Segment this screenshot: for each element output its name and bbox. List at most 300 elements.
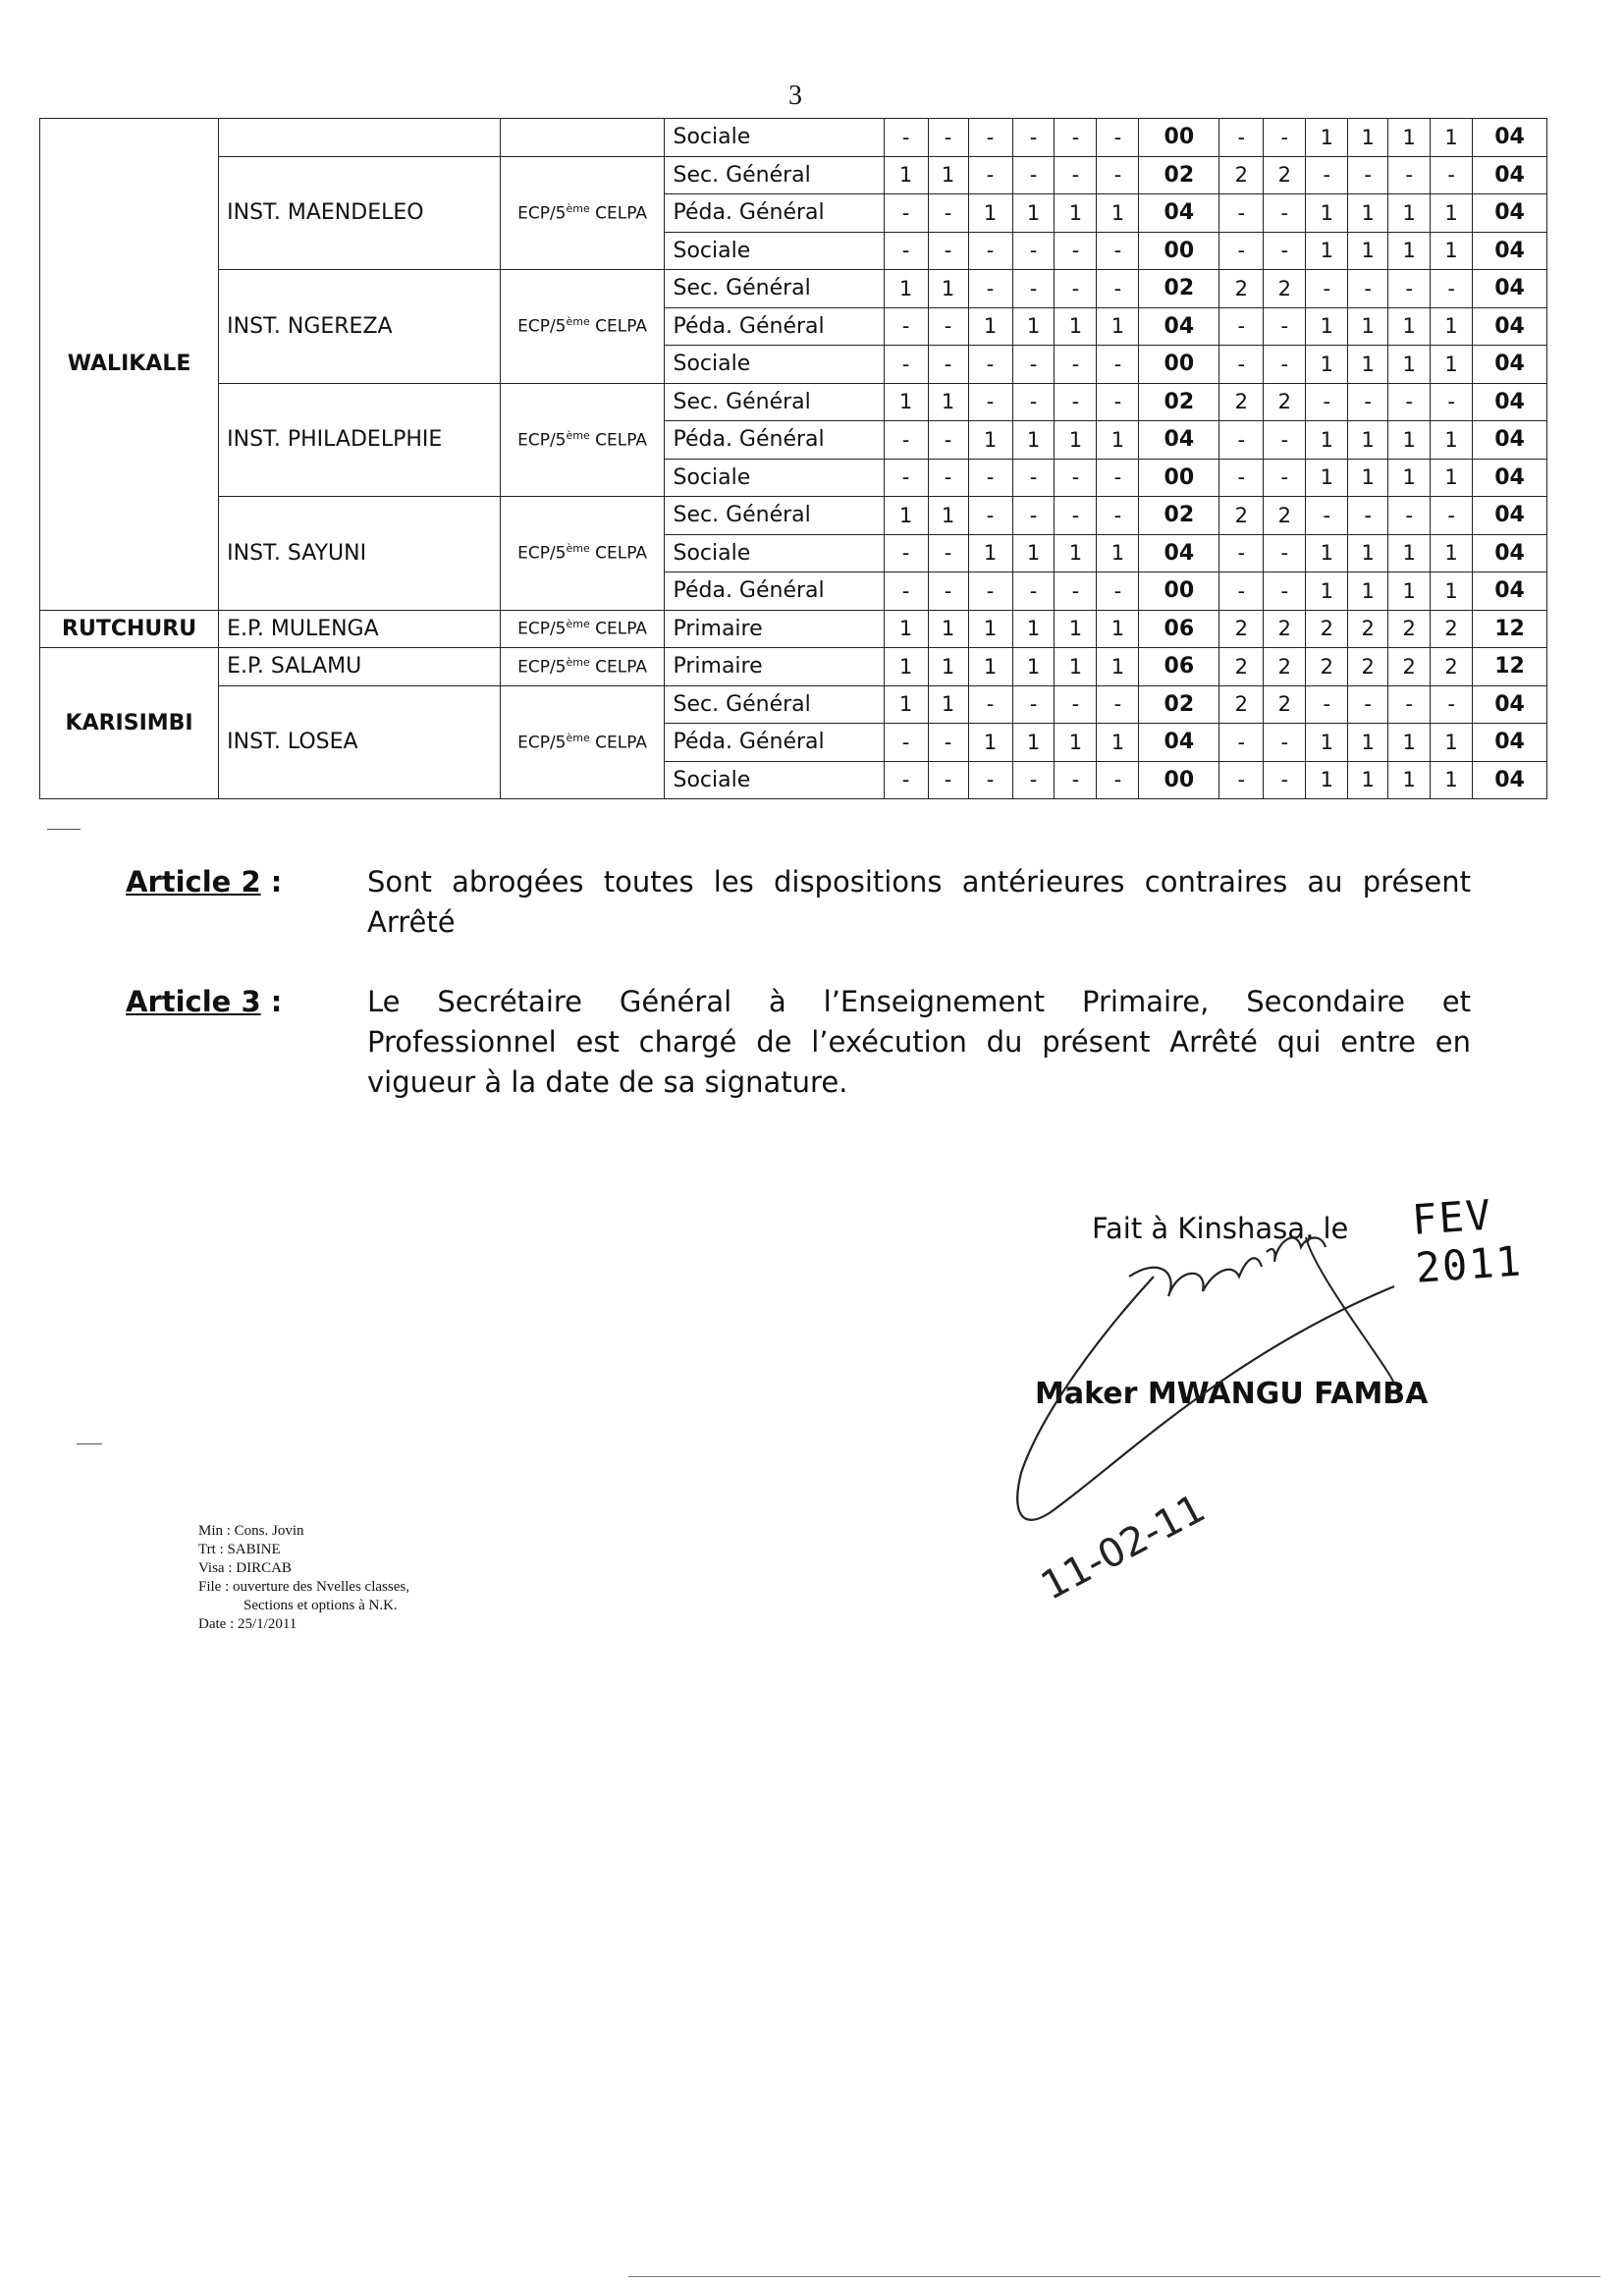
section-cell: Sociale xyxy=(665,232,884,270)
class-count-cell: 1 xyxy=(1306,534,1348,572)
class-count-cell: 1 xyxy=(1306,194,1348,233)
class-count-cell: - xyxy=(1219,307,1264,346)
class-count-cell: 1 xyxy=(1097,724,1139,762)
class-count-cell: 1 xyxy=(1388,534,1431,572)
class-count-cell: - xyxy=(1219,459,1264,497)
total-cell: 12 xyxy=(1473,610,1547,648)
class-count-cell: - xyxy=(1097,270,1139,308)
total-cell: 06 xyxy=(1139,648,1219,686)
total-cell: 04 xyxy=(1473,307,1547,346)
class-count-cell: 1 xyxy=(1306,572,1348,611)
total-cell: 02 xyxy=(1139,383,1219,421)
class-count-cell: 1 xyxy=(928,685,968,724)
section-cell: Sec. Général xyxy=(665,156,884,194)
class-count-cell: - xyxy=(1097,685,1139,724)
type-cell: ECP/5ème CELPA xyxy=(500,648,665,686)
class-count-cell: - xyxy=(1097,383,1139,421)
total-cell: 00 xyxy=(1139,761,1219,799)
class-count-cell: - xyxy=(1055,685,1097,724)
total-cell: 04 xyxy=(1473,497,1547,535)
class-count-cell: 2 xyxy=(1431,610,1473,648)
class-count-cell: 1 xyxy=(1388,724,1431,762)
class-count-cell: 1 xyxy=(1431,119,1473,157)
class-count-cell: - xyxy=(968,232,1012,270)
class-count-cell: - xyxy=(1306,383,1348,421)
class-count-cell: - xyxy=(884,459,928,497)
total-cell: 00 xyxy=(1139,572,1219,611)
class-count-cell: 1 xyxy=(1431,307,1473,346)
class-count-cell: 1 xyxy=(1348,761,1388,799)
class-count-cell: - xyxy=(1348,685,1388,724)
class-count-cell: 2 xyxy=(1348,648,1388,686)
class-count-cell: - xyxy=(1219,421,1264,460)
class-count-cell: - xyxy=(1306,497,1348,535)
type-cell: ECP/5ème CELPA xyxy=(500,270,665,384)
class-count-cell: - xyxy=(1097,119,1139,157)
article-3-label: Article 3 : xyxy=(126,985,283,1018)
reference-line: File : ouverture des Nvelles classes, xyxy=(198,1579,409,1595)
allocation-table xyxy=(39,118,1547,799)
class-count-cell: - xyxy=(968,346,1012,384)
class-count-cell: 1 xyxy=(1348,724,1388,762)
class-count-cell: 1 xyxy=(1388,761,1431,799)
class-count-cell: 1 xyxy=(1306,307,1348,346)
class-count-cell: 1 xyxy=(1055,421,1097,460)
class-count-cell: 1 xyxy=(884,648,928,686)
class-count-cell: 2 xyxy=(1348,610,1388,648)
section-cell: Sociale xyxy=(665,346,884,384)
scan-edge xyxy=(628,2276,1600,2277)
class-count-cell: 2 xyxy=(1219,156,1264,194)
class-count-cell: 1 xyxy=(1388,119,1431,157)
type-cell: ECP/5ème CELPA xyxy=(500,610,665,648)
total-cell: 04 xyxy=(1473,724,1547,762)
table-row xyxy=(40,119,1547,157)
class-count-cell: 1 xyxy=(928,156,968,194)
class-count-cell: 1 xyxy=(1012,421,1055,460)
section-cell: Sec. Général xyxy=(665,383,884,421)
zone-cell: KARISIMBI xyxy=(40,648,219,799)
place-of-signature: Fait à Kinshasa, le xyxy=(1092,1212,1349,1245)
class-count-cell: 1 xyxy=(1306,119,1348,157)
scan-mark xyxy=(77,1443,102,1444)
class-count-cell: 1 xyxy=(1348,346,1388,384)
class-count-cell: - xyxy=(1388,156,1431,194)
class-count-cell: 2 xyxy=(1388,648,1431,686)
class-count-cell: 1 xyxy=(1388,459,1431,497)
class-count-cell: 2 xyxy=(1219,648,1264,686)
section-cell: Sociale xyxy=(665,459,884,497)
class-count-cell: 1 xyxy=(1055,534,1097,572)
class-count-cell: - xyxy=(1264,534,1306,572)
class-count-cell: 1 xyxy=(1431,761,1473,799)
class-count-cell: - xyxy=(1306,270,1348,308)
class-count-cell: 1 xyxy=(928,648,968,686)
total-cell: 04 xyxy=(1473,346,1547,384)
class-count-cell: 1 xyxy=(1012,648,1055,686)
type-cell xyxy=(500,119,665,157)
establishment-cell: INST. SAYUNI xyxy=(219,497,501,611)
class-count-cell: 1 xyxy=(884,383,928,421)
class-count-cell: 1 xyxy=(1306,346,1348,384)
total-cell: 00 xyxy=(1139,346,1219,384)
class-count-cell: - xyxy=(884,346,928,384)
total-cell: 04 xyxy=(1139,307,1219,346)
class-count-cell: 1 xyxy=(968,307,1012,346)
class-count-cell: 1 xyxy=(1306,459,1348,497)
class-count-cell: 1 xyxy=(1012,534,1055,572)
class-count-cell: - xyxy=(1264,421,1306,460)
total-cell: 04 xyxy=(1473,459,1547,497)
class-count-cell: 1 xyxy=(1306,724,1348,762)
class-count-cell: - xyxy=(1219,194,1264,233)
class-count-cell: - xyxy=(1264,194,1306,233)
handwritten-date: 11-02-11 xyxy=(1034,1485,1214,1609)
type-cell: ECP/5ème CELPA xyxy=(500,383,665,497)
class-count-cell: - xyxy=(968,761,1012,799)
establishment-cell: E.P. SALAMU xyxy=(219,648,501,686)
establishment-cell: INST. NGEREZA xyxy=(219,270,501,384)
class-count-cell: - xyxy=(1219,119,1264,157)
class-count-cell: - xyxy=(1219,724,1264,762)
class-count-cell: - xyxy=(968,270,1012,308)
class-count-cell: 1 xyxy=(1012,307,1055,346)
total-cell: 04 xyxy=(1139,421,1219,460)
class-count-cell: - xyxy=(1219,572,1264,611)
class-count-cell: 1 xyxy=(1097,610,1139,648)
class-count-cell: - xyxy=(928,459,968,497)
class-count-cell: - xyxy=(928,119,968,157)
section-cell: Péda. Général xyxy=(665,194,884,233)
class-count-cell: - xyxy=(1388,497,1431,535)
class-count-cell: - xyxy=(1219,346,1264,384)
section-cell: Primaire xyxy=(665,648,884,686)
class-count-cell: 1 xyxy=(1431,459,1473,497)
class-count-cell: 2 xyxy=(1219,685,1264,724)
class-count-cell: - xyxy=(1055,346,1097,384)
class-count-cell: 2 xyxy=(1264,648,1306,686)
table-row xyxy=(40,156,1547,194)
class-count-cell: - xyxy=(1097,497,1139,535)
class-count-cell: - xyxy=(884,232,928,270)
class-count-cell: 1 xyxy=(1348,307,1388,346)
class-count-cell: 2 xyxy=(1264,497,1306,535)
class-count-cell: - xyxy=(928,761,968,799)
total-cell: 04 xyxy=(1139,724,1219,762)
total-cell: 04 xyxy=(1139,534,1219,572)
total-cell: 02 xyxy=(1139,270,1219,308)
section-cell: Péda. Général xyxy=(665,572,884,611)
section-cell: Péda. Général xyxy=(665,307,884,346)
class-count-cell: - xyxy=(1055,761,1097,799)
class-count-cell: 2 xyxy=(1264,156,1306,194)
class-count-cell: - xyxy=(968,685,1012,724)
class-count-cell: - xyxy=(1055,232,1097,270)
type-cell: ECP/5ème CELPA xyxy=(500,685,665,799)
class-count-cell: - xyxy=(1264,346,1306,384)
class-count-cell: 1 xyxy=(1348,232,1388,270)
total-cell: 04 xyxy=(1473,270,1547,308)
class-count-cell: - xyxy=(1097,761,1139,799)
class-count-cell: 1 xyxy=(928,270,968,308)
class-count-cell: 2 xyxy=(1264,610,1306,648)
class-count-cell: 1 xyxy=(1388,346,1431,384)
date-stamp: FEV 2011 xyxy=(1410,1190,1525,1292)
class-count-cell: - xyxy=(1219,534,1264,572)
class-count-cell: - xyxy=(1055,383,1097,421)
class-count-cell: 2 xyxy=(1264,685,1306,724)
class-count-cell: - xyxy=(884,572,928,611)
section-cell: Sociale xyxy=(665,119,884,157)
table-row xyxy=(40,610,1547,648)
class-count-cell: - xyxy=(1431,685,1473,724)
class-count-cell: - xyxy=(1431,270,1473,308)
reference-line: Trt : SABINE xyxy=(198,1542,281,1557)
class-count-cell: - xyxy=(1012,232,1055,270)
table-row xyxy=(40,685,1547,724)
class-count-cell: - xyxy=(884,724,928,762)
class-count-cell: 1 xyxy=(884,497,928,535)
class-count-cell: 2 xyxy=(1219,610,1264,648)
class-count-cell: - xyxy=(1431,497,1473,535)
class-count-cell: 1 xyxy=(1431,572,1473,611)
class-count-cell: 1 xyxy=(1431,421,1473,460)
class-count-cell: - xyxy=(884,534,928,572)
total-cell: 04 xyxy=(1473,119,1547,157)
article-2-text: Sont abrogées toutes les dispositions antérieures contraires au présent Arrêté xyxy=(367,865,1471,939)
class-count-cell: 1 xyxy=(1431,232,1473,270)
class-count-cell: - xyxy=(928,421,968,460)
table-row xyxy=(40,648,1547,686)
class-count-cell: - xyxy=(1055,459,1097,497)
class-count-cell: - xyxy=(1306,685,1348,724)
section-cell: Sec. Général xyxy=(665,685,884,724)
class-count-cell: 2 xyxy=(1219,383,1264,421)
total-cell: 06 xyxy=(1139,610,1219,648)
zone-cell: RUTCHURU xyxy=(40,610,219,648)
total-cell: 04 xyxy=(1473,685,1547,724)
class-count-cell: 1 xyxy=(884,685,928,724)
class-count-cell: - xyxy=(1012,346,1055,384)
class-count-cell: - xyxy=(1012,270,1055,308)
class-count-cell: - xyxy=(968,572,1012,611)
class-count-cell: - xyxy=(1097,232,1139,270)
class-count-cell: - xyxy=(1097,459,1139,497)
class-count-cell: - xyxy=(1348,383,1388,421)
establishment-cell: INST. LOSEA xyxy=(219,685,501,799)
total-cell: 04 xyxy=(1473,534,1547,572)
class-count-cell: 2 xyxy=(1264,270,1306,308)
class-count-cell: 1 xyxy=(884,156,928,194)
class-count-cell: - xyxy=(1264,761,1306,799)
total-cell: 04 xyxy=(1473,761,1547,799)
class-count-cell: - xyxy=(968,119,1012,157)
total-cell: 04 xyxy=(1139,194,1219,233)
class-count-cell: 1 xyxy=(968,648,1012,686)
class-count-cell: - xyxy=(1264,119,1306,157)
table-row xyxy=(40,497,1547,535)
class-count-cell: - xyxy=(1348,497,1388,535)
class-count-cell: - xyxy=(928,346,968,384)
class-count-cell: - xyxy=(884,307,928,346)
class-count-cell: 1 xyxy=(1348,572,1388,611)
establishment-cell: E.P. MULENGA xyxy=(219,610,501,648)
section-cell: Sociale xyxy=(665,534,884,572)
class-count-cell: - xyxy=(1097,346,1139,384)
class-count-cell: 2 xyxy=(1388,610,1431,648)
class-count-cell: - xyxy=(884,194,928,233)
section-cell: Sec. Général xyxy=(665,497,884,535)
total-cell: 02 xyxy=(1139,156,1219,194)
class-count-cell: 1 xyxy=(1388,232,1431,270)
class-count-cell: - xyxy=(1306,156,1348,194)
class-count-cell: 2 xyxy=(1219,270,1264,308)
class-count-cell: 1 xyxy=(968,610,1012,648)
establishment-cell: INST. MAENDELEO xyxy=(219,156,501,270)
page-number: 3 xyxy=(788,81,802,111)
total-cell: 04 xyxy=(1473,572,1547,611)
class-count-cell: - xyxy=(1012,761,1055,799)
type-cell: ECP/5ème CELPA xyxy=(500,156,665,270)
class-count-cell: - xyxy=(968,459,1012,497)
total-cell: 00 xyxy=(1139,119,1219,157)
scan-mark xyxy=(47,829,81,830)
class-count-cell: - xyxy=(1348,156,1388,194)
class-count-cell: 1 xyxy=(884,610,928,648)
class-count-cell: 1 xyxy=(1388,572,1431,611)
class-count-cell: - xyxy=(1264,572,1306,611)
class-count-cell: 1 xyxy=(1348,194,1388,233)
class-count-cell: 1 xyxy=(1388,194,1431,233)
class-count-cell: - xyxy=(928,232,968,270)
reference-line: Min : Cons. Jovin xyxy=(198,1523,304,1539)
article-3 xyxy=(126,982,1471,1103)
class-count-cell: - xyxy=(1219,761,1264,799)
class-count-cell: - xyxy=(1055,270,1097,308)
total-cell: 00 xyxy=(1139,232,1219,270)
class-count-cell: - xyxy=(1055,497,1097,535)
class-count-cell: 1 xyxy=(1306,421,1348,460)
class-count-cell: - xyxy=(884,421,928,460)
establishment-cell: INST. PHILADELPHIE xyxy=(219,383,501,497)
class-count-cell: 1 xyxy=(968,534,1012,572)
total-cell: 02 xyxy=(1139,685,1219,724)
class-count-cell: 1 xyxy=(1012,610,1055,648)
total-cell: 04 xyxy=(1473,156,1547,194)
class-count-cell: 2 xyxy=(1306,648,1348,686)
class-count-cell: - xyxy=(1012,383,1055,421)
class-count-cell: 2 xyxy=(1306,610,1348,648)
class-count-cell: 1 xyxy=(1431,534,1473,572)
type-cell: ECP/5ème CELPA xyxy=(500,497,665,611)
class-count-cell: - xyxy=(1264,307,1306,346)
reference-line: Sections et options à N.K. xyxy=(244,1598,398,1613)
class-count-cell: - xyxy=(1388,685,1431,724)
table-row xyxy=(40,383,1547,421)
class-count-cell: - xyxy=(928,534,968,572)
class-count-cell: 1 xyxy=(1306,761,1348,799)
class-count-cell: 1 xyxy=(968,421,1012,460)
class-count-cell: 1 xyxy=(1097,534,1139,572)
class-count-cell: 1 xyxy=(1097,194,1139,233)
class-count-cell: 1 xyxy=(1055,307,1097,346)
class-count-cell: 1 xyxy=(1431,194,1473,233)
class-count-cell: - xyxy=(1264,459,1306,497)
section-cell: Péda. Général xyxy=(665,724,884,762)
total-cell: 04 xyxy=(1473,194,1547,233)
class-count-cell: 1 xyxy=(1306,232,1348,270)
handwritten-signature xyxy=(982,1218,1443,1630)
class-count-cell: 1 xyxy=(1348,119,1388,157)
reference-block xyxy=(198,1522,409,1634)
class-count-cell: 1 xyxy=(1348,534,1388,572)
class-count-cell: - xyxy=(928,307,968,346)
class-count-cell: 1 xyxy=(1097,648,1139,686)
class-count-cell: 2 xyxy=(1219,497,1264,535)
class-count-cell: 1 xyxy=(1055,648,1097,686)
class-count-cell: 1 xyxy=(928,610,968,648)
class-count-cell: - xyxy=(1388,270,1431,308)
class-count-cell: - xyxy=(1219,232,1264,270)
total-cell: 02 xyxy=(1139,497,1219,535)
class-count-cell: 2 xyxy=(1431,648,1473,686)
class-count-cell: 1 xyxy=(968,724,1012,762)
class-count-cell: - xyxy=(884,119,928,157)
class-count-cell: - xyxy=(928,194,968,233)
class-count-cell: - xyxy=(968,497,1012,535)
class-count-cell: 1 xyxy=(1012,724,1055,762)
class-count-cell: - xyxy=(1431,383,1473,421)
class-count-cell: - xyxy=(1012,497,1055,535)
class-count-cell: - xyxy=(1012,156,1055,194)
class-count-cell: - xyxy=(1055,156,1097,194)
article-2-label: Article 2 : xyxy=(126,865,283,898)
total-cell: 00 xyxy=(1139,459,1219,497)
class-count-cell: 1 xyxy=(1055,724,1097,762)
total-cell: 04 xyxy=(1473,421,1547,460)
class-count-cell: - xyxy=(1012,572,1055,611)
zone-cell: WALIKALE xyxy=(40,119,219,611)
class-count-cell: 1 xyxy=(1431,724,1473,762)
class-count-cell: 1 xyxy=(1431,346,1473,384)
class-count-cell: 1 xyxy=(1097,421,1139,460)
class-count-cell: - xyxy=(1097,572,1139,611)
class-count-cell: - xyxy=(1264,724,1306,762)
class-count-cell: 1 xyxy=(1055,194,1097,233)
section-cell: Sociale xyxy=(665,761,884,799)
class-count-cell: 1 xyxy=(884,270,928,308)
class-count-cell: 1 xyxy=(1388,421,1431,460)
class-count-cell: - xyxy=(884,761,928,799)
total-cell: 12 xyxy=(1473,648,1547,686)
class-count-cell: 1 xyxy=(968,194,1012,233)
class-count-cell: 1 xyxy=(928,383,968,421)
reference-line: Visa : DIRCAB xyxy=(198,1560,292,1576)
table-row xyxy=(40,270,1547,308)
signatory-name: Maker MWANGU FAMBA xyxy=(1035,1377,1429,1411)
class-count-cell: 1 xyxy=(928,497,968,535)
class-count-cell: 1 xyxy=(1348,421,1388,460)
class-count-cell: - xyxy=(1055,572,1097,611)
class-count-cell: - xyxy=(1388,383,1431,421)
class-count-cell: - xyxy=(928,724,968,762)
class-count-cell: 1 xyxy=(1097,307,1139,346)
class-count-cell: - xyxy=(1097,156,1139,194)
class-count-cell: - xyxy=(1012,119,1055,157)
section-cell: Péda. Général xyxy=(665,421,884,460)
class-count-cell: - xyxy=(1012,685,1055,724)
article-3-text: Le Secrétaire Général à l’Enseignement Primaire, Secondaire et Professionnel est chargé de l’exécution du présent Arrêté qui entre en vigueur à la date de sa signature. xyxy=(367,985,1471,1099)
